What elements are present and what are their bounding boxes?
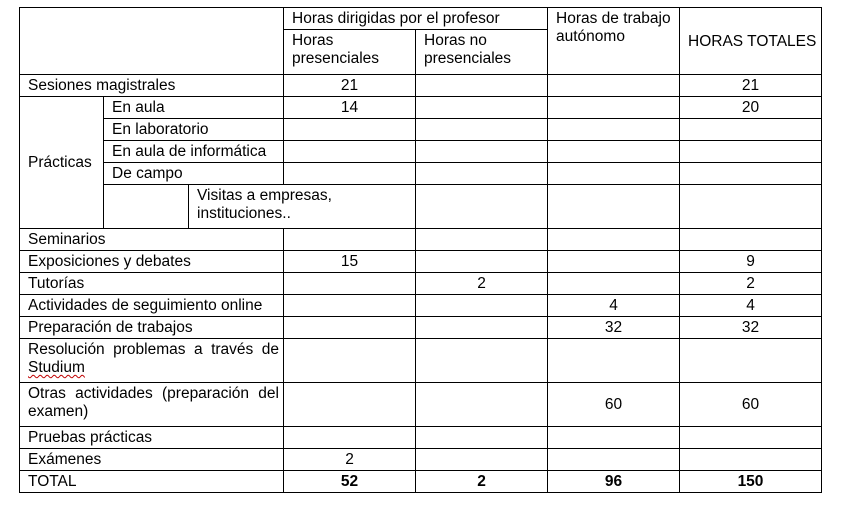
cell-presenciales <box>284 163 416 185</box>
cell-no-presenciales <box>416 229 548 251</box>
total-horas: 150 <box>680 471 822 493</box>
cell-no-presenciales <box>416 141 548 163</box>
header-row <box>20 8 822 30</box>
cell-total: 32 <box>680 317 822 339</box>
row-label: Pruebas prácticas <box>20 427 284 449</box>
cell-autonomo <box>548 229 680 251</box>
row-label: Sesiones magistrales <box>20 75 284 97</box>
cell-autonomo <box>548 251 680 273</box>
row-label: Seminarios <box>20 229 284 251</box>
cell-autonomo: 4 <box>548 295 680 317</box>
cell-presenciales <box>416 185 548 229</box>
table-row <box>20 185 822 229</box>
table-row <box>20 229 822 251</box>
row-label: Preparación de trabajos <box>20 317 284 339</box>
cell-total <box>680 229 822 251</box>
cell-total <box>680 339 822 383</box>
row-label: En aula de informática <box>104 141 284 163</box>
cell-presenciales <box>284 295 416 317</box>
cell-total: 9 <box>680 251 822 273</box>
cell-presenciales <box>284 427 416 449</box>
row-label <box>20 339 284 383</box>
table-row <box>20 295 822 317</box>
cell-no-presenciales <box>416 97 548 119</box>
table-row <box>20 449 822 471</box>
table-row <box>20 339 822 383</box>
cell-autonomo <box>680 185 822 229</box>
cell-total: 4 <box>680 295 822 317</box>
table-row <box>20 119 822 141</box>
cell-no-presenciales <box>416 251 548 273</box>
header-presenciales-cell: Horas presenciales <box>284 30 416 75</box>
cell-autonomo: 60 <box>548 383 680 427</box>
row-label: Otras actividades (preparación del examen) <box>20 383 284 427</box>
cell-presenciales <box>284 383 416 427</box>
cell-no-presenciales <box>416 75 548 97</box>
row-label: En aula <box>104 97 284 119</box>
total-row <box>20 471 822 493</box>
cell-presenciales <box>284 119 416 141</box>
cell-presenciales: 2 <box>284 449 416 471</box>
cell-total <box>680 449 822 471</box>
header-totales-cell: HORAS TOTALES <box>680 8 822 75</box>
cell-autonomo <box>548 97 680 119</box>
cell-total <box>680 163 822 185</box>
practicas-group-label: Prácticas <box>20 97 104 229</box>
cell-autonomo <box>548 163 680 185</box>
cell-no-presenciales <box>548 185 680 229</box>
total-presenciales: 52 <box>284 471 416 493</box>
table-row <box>20 427 822 449</box>
cell-autonomo <box>548 141 680 163</box>
cell-total: 60 <box>680 383 822 427</box>
table-row <box>20 273 822 295</box>
cell-total <box>680 141 822 163</box>
row-label: Visitas a empresas, instituciones.. <box>188 185 415 228</box>
total-autonomo: 96 <box>548 471 680 493</box>
cell-no-presenciales <box>416 339 548 383</box>
cell-presenciales <box>284 229 416 251</box>
cell-no-presenciales <box>416 449 548 471</box>
cell-autonomo: 32 <box>548 317 680 339</box>
cell-no-presenciales <box>416 427 548 449</box>
cell-autonomo <box>548 427 680 449</box>
cell-no-presenciales <box>416 317 548 339</box>
table-row <box>20 141 822 163</box>
table-row <box>20 97 822 119</box>
cell-total: 20 <box>680 97 822 119</box>
row-label: De campo <box>104 163 284 185</box>
row-label: Exposiciones y debates <box>20 251 284 273</box>
cell-autonomo <box>548 119 680 141</box>
table-row <box>20 163 822 185</box>
hours-distribution-table <box>19 7 822 493</box>
table-row <box>20 75 822 97</box>
cell-autonomo <box>548 75 680 97</box>
header-empty-cell <box>20 8 284 75</box>
cell-total: 21 <box>680 75 822 97</box>
header-no-presenciales-cell: Horas no presenciales <box>416 30 548 75</box>
header-group-cell: Horas dirigidas por el profesor <box>284 8 548 30</box>
cell-presenciales: 21 <box>284 75 416 97</box>
cell-no-presenciales: 2 <box>416 273 548 295</box>
row-label: En laboratorio <box>104 119 284 141</box>
cell-no-presenciales <box>416 295 548 317</box>
cell-no-presenciales <box>416 383 548 427</box>
total-label: TOTAL <box>20 471 284 493</box>
cell-presenciales <box>284 141 416 163</box>
header-autonomo-cell: Horas de trabajo autónomo <box>548 8 680 75</box>
cell-total <box>680 427 822 449</box>
cell-autonomo <box>548 273 680 295</box>
cell-no-presenciales <box>416 119 548 141</box>
cell-total <box>680 119 822 141</box>
cell-presenciales: 15 <box>284 251 416 273</box>
cell-no-presenciales <box>416 163 548 185</box>
row-label: Actividades de seguimiento online <box>20 295 284 317</box>
row-label: Exámenes <box>20 449 284 471</box>
row-label-line-1: Resolución problemas a través de <box>28 341 279 358</box>
total-no-presenciales: 2 <box>416 471 548 493</box>
cell-autonomo <box>548 339 680 383</box>
cell-total: 2 <box>680 273 822 295</box>
cell-presenciales <box>284 339 416 383</box>
row-label-line-2: Studium <box>28 359 85 376</box>
cell-presenciales: 14 <box>284 97 416 119</box>
table-row <box>20 383 822 427</box>
cell-autonomo <box>548 449 680 471</box>
cell-presenciales <box>284 273 416 295</box>
row-label: Tutorías <box>20 273 284 295</box>
table-row <box>20 251 822 273</box>
table-row <box>20 317 822 339</box>
cell-presenciales <box>284 317 416 339</box>
